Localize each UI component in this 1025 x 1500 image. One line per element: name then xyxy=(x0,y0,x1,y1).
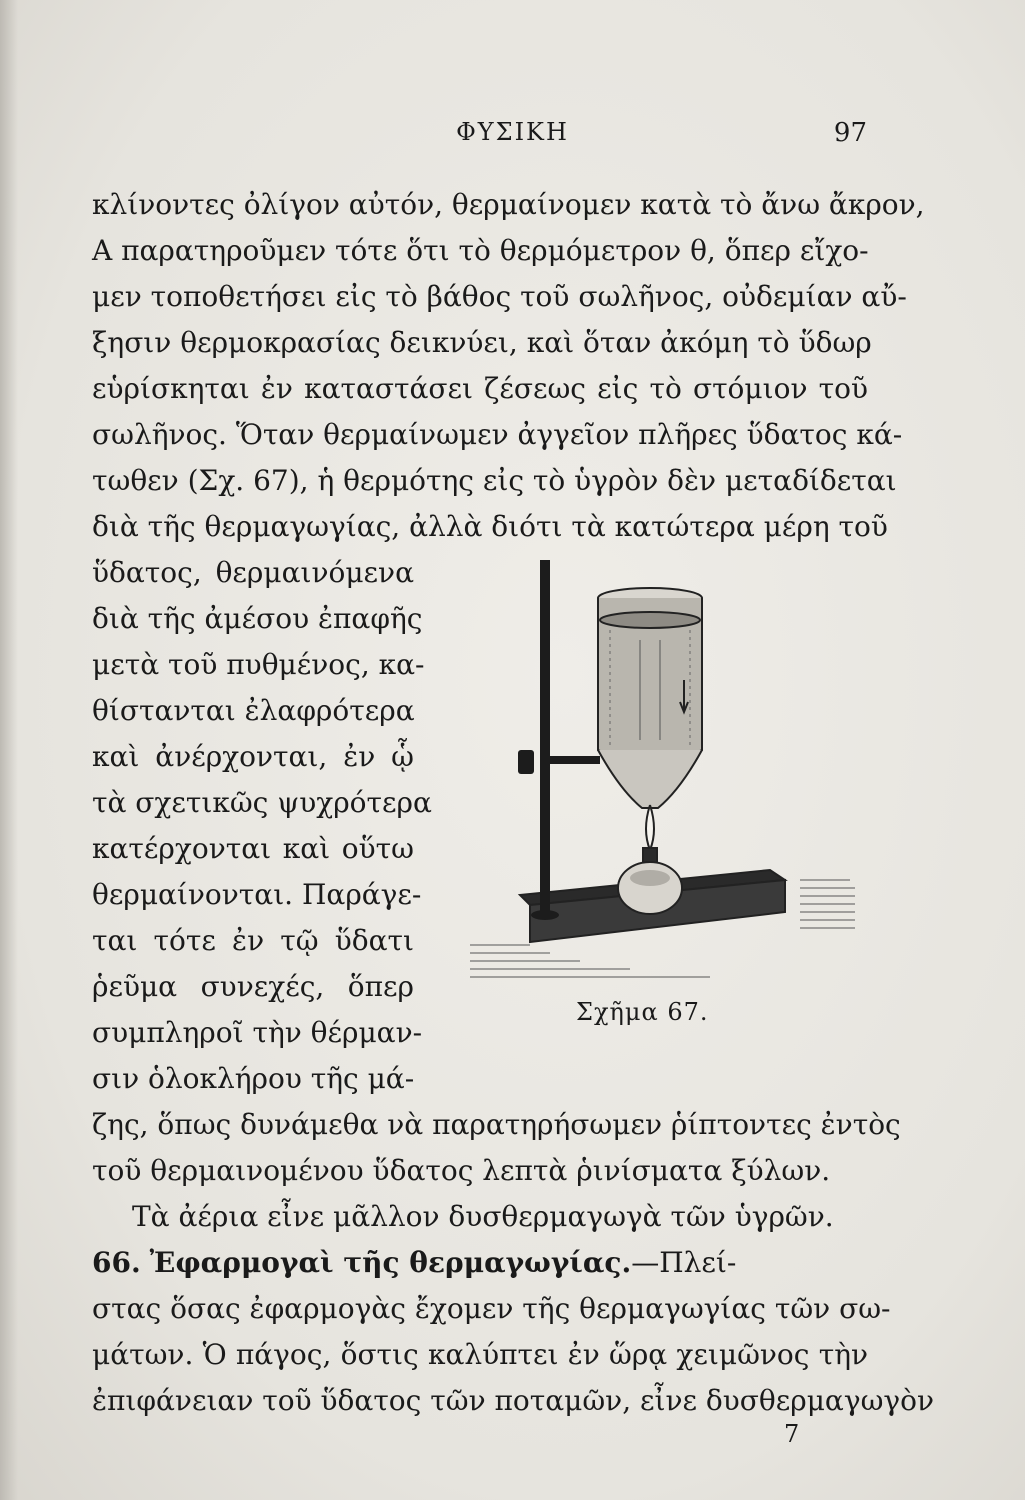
text-line: ται τότε ἐν τῷ ὕδατι xyxy=(92,924,414,957)
text-line: Α παρατηροῦμεν τότε ὅτι τὸ θερμόμετρον θ, ὅπερ εἴχο- xyxy=(92,234,869,267)
text-line-indented: Τὰ ἀέρια εἶνε μᾶλλον δυσθερμαγωγὰ τῶν ὑγρῶν. xyxy=(132,1200,834,1233)
text-line: τωθεν (Σχ. 67), ἡ θερμότης εἰς τὸ ὑγρὸν δὲν μεταδίδεται xyxy=(92,464,897,497)
signature-mark: 7 xyxy=(784,1420,800,1448)
page-number: 97 xyxy=(833,118,867,148)
text-line: ξησιν θερμοκρασίας δεικνύει, καὶ ὅταν ἀκόμη τὸ ὕδωρ xyxy=(92,326,872,359)
text-line: κατέρχονται καὶ οὕτω xyxy=(92,832,414,865)
text-line: συμπληροῖ τὴν θέρμαν- xyxy=(92,1016,423,1049)
text-line: σιν ὁλοκλήρου τῆς μά- xyxy=(92,1062,415,1095)
text-line: ἐπιφάνειαν τοῦ ὕδατος τῶν ποταμῶν, εἶνε δυσθερμαγωγὸν xyxy=(92,1384,935,1417)
text-line: τὰ σχετικῶς ψυχρότερα xyxy=(92,786,432,819)
text-line: ῥεῦμα συνεχές, ὅπερ xyxy=(92,970,414,1003)
section-lead: —Πλεί- xyxy=(631,1246,737,1279)
text-line: καὶ ἀνέρχονται, ἐν ᾧ xyxy=(92,740,414,773)
flame xyxy=(646,805,654,850)
text-line: εὑρίσκηται ἐν καταστάσει ζέσεως εἰς τὸ στόμιον τοῦ xyxy=(92,372,868,405)
apparatus-figure xyxy=(470,550,860,990)
binding-shadow xyxy=(0,0,18,1500)
text-line: διὰ τῆς θερμαγωγίας, ἀλλὰ διότι τὰ κατώτερα μέρη τοῦ xyxy=(92,510,888,543)
spirit-lamp xyxy=(618,848,682,914)
text-line: σωλῆνος. Ὅταν θερμαίνωμεν ἀγγεῖον πλῆρες ὕδατος κά- xyxy=(92,418,903,451)
text-line: θερμαίνονται. Παράγε- xyxy=(92,878,422,911)
text-line: κλίνοντες ὀλίγον αὐτόν, θερμαίνομεν κατὰ τὸ ἄνω ἄκρον, xyxy=(92,188,925,221)
text-line: διὰ τῆς ἀμέσου ἐπαφῆς xyxy=(92,602,423,635)
text-line: μεν τοποθετήσει εἰς τὸ βάθος τοῦ σωλῆνος, οὐδεμίαν αὔ- xyxy=(92,280,907,313)
section-number: 66. xyxy=(92,1246,141,1279)
section-heading-line xyxy=(92,1244,868,1282)
stand-rod xyxy=(518,560,600,920)
text-line: μάτων. Ὁ πάγος, ὅστις καλύπτει ἐν ὥρᾳ χειμῶνος τὴν xyxy=(92,1338,868,1371)
section-title: Ἐφαρμογαὶ τῆς θερμαγωγίας. xyxy=(149,1246,632,1279)
text-line: θίστανται ἐλαφρότερα xyxy=(92,694,415,727)
water-vessel xyxy=(598,588,702,808)
text-line: τοῦ θερμαινομένου ὕδατος λεπτὰ ῥινίσματα ξύλων. xyxy=(92,1154,831,1187)
text-line: ὕδατος, θερμαινόμενα xyxy=(92,556,414,589)
text-line: ζης, ὅπως δυνάμεθα νὰ παρατηρήσωμεν ῥίπτοντες ἐντὸς xyxy=(92,1108,901,1141)
figure-caption: Σχῆμα 67. xyxy=(576,998,709,1026)
text-line: στας ὅσας ἐφαρμογὰς ἔχομεν τῆς θερμαγωγίας τῶν σω- xyxy=(92,1292,891,1325)
running-head: ΦΥΣΙΚΗ xyxy=(456,118,569,146)
text-line: μετὰ τοῦ πυθμένος, κα- xyxy=(92,648,425,681)
